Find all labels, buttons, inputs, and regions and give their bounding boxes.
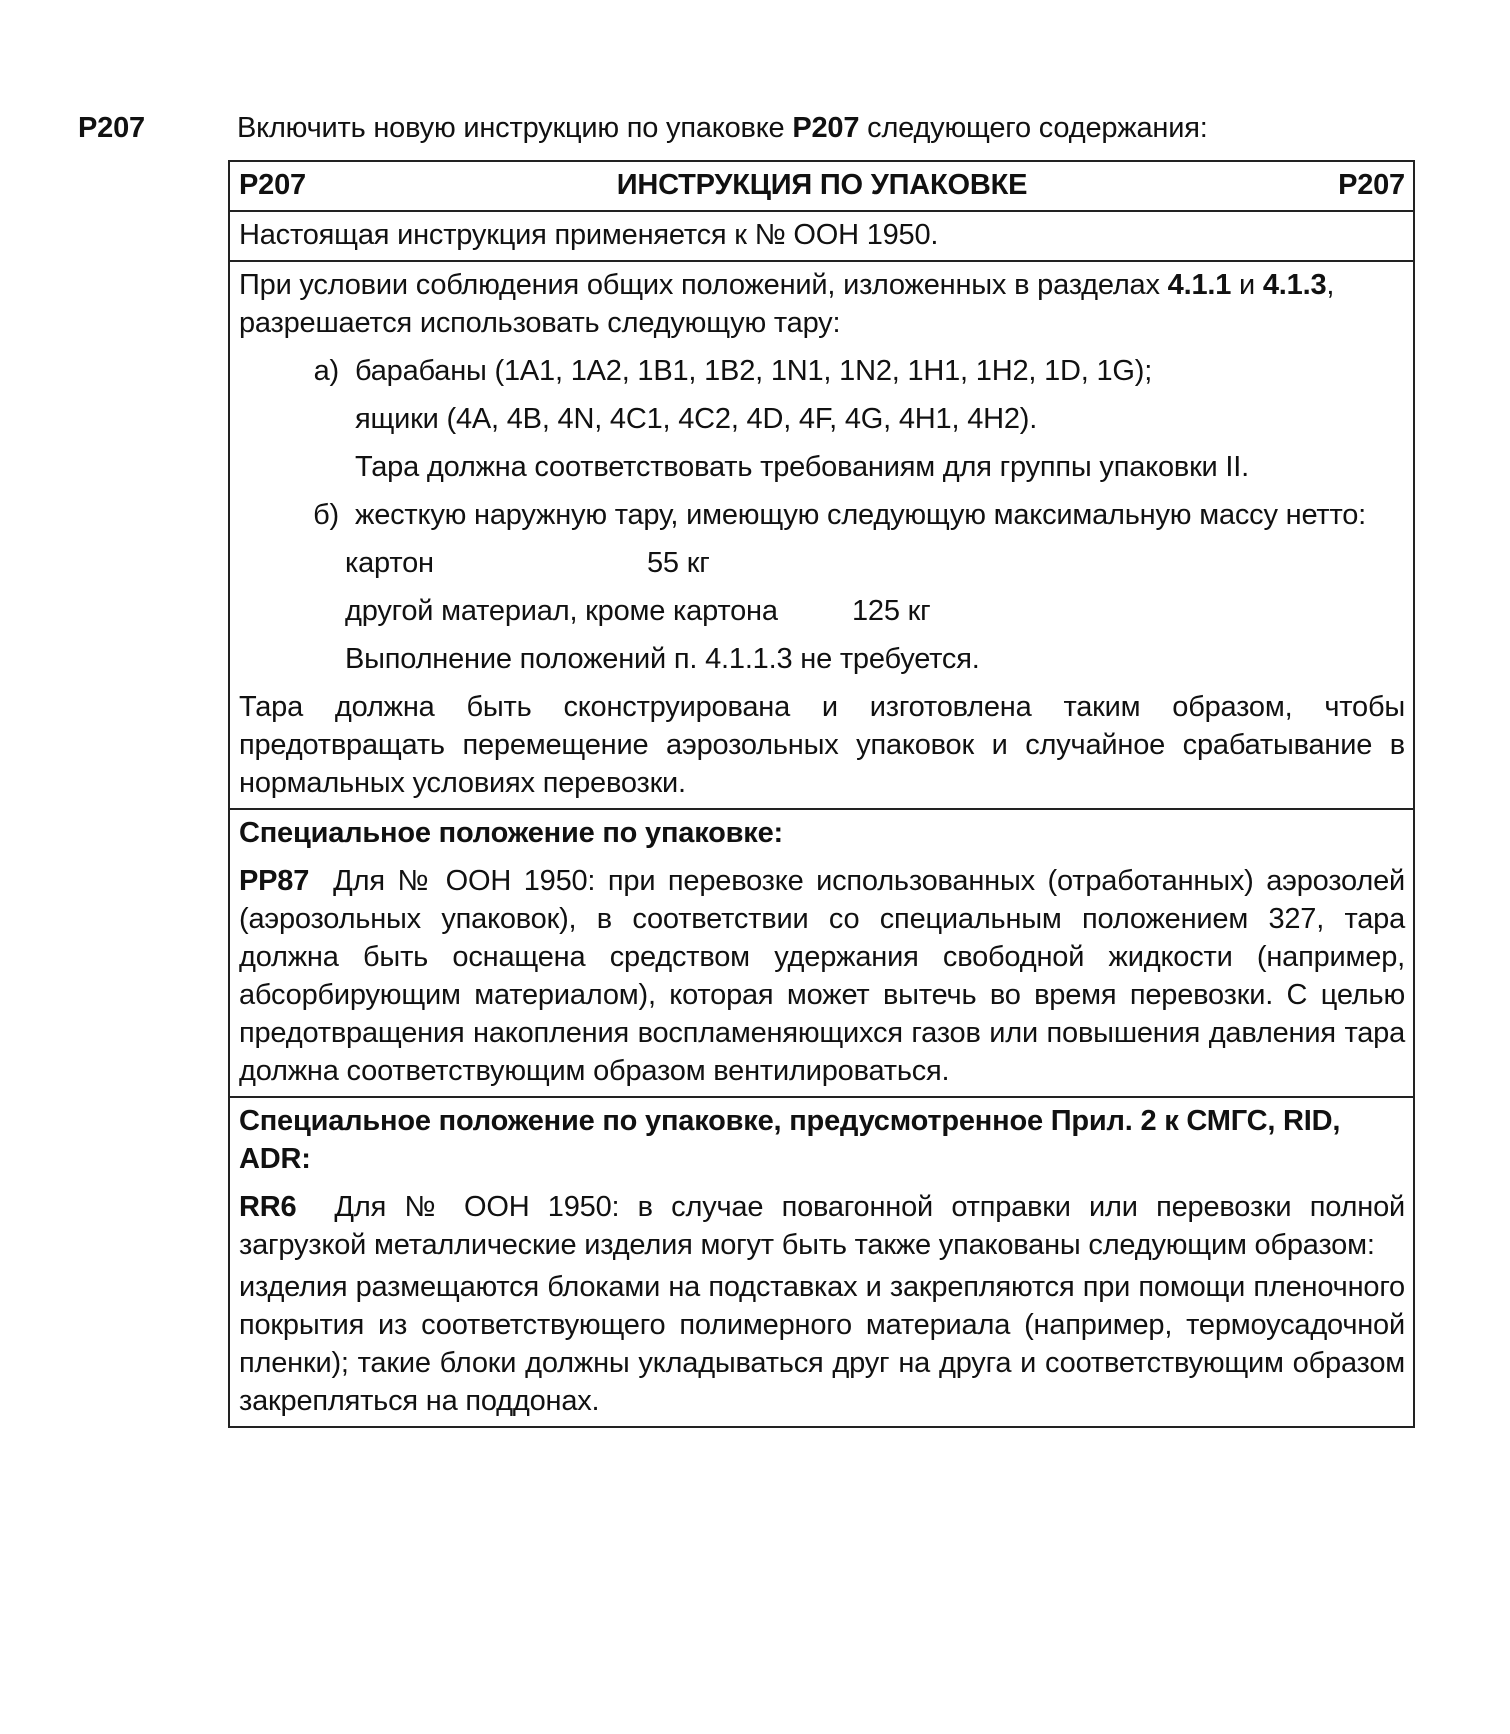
instruction-code-right: P207 [1338,169,1405,201]
item-a [239,352,1405,390]
intro-instruction-code: P207 [792,112,860,144]
rid-adr-provision-row [229,1097,1414,1427]
item-b-text: жесткую наружную тару, имеющую следующую максимальную массу нетто: [355,499,1367,531]
item-a-drums: барабаны (1A1, 1A2, 1B1, 1B2, 1N1, 1N2, 1H1, 1H2, 1D, 1G); [355,355,1153,387]
mass-row [345,544,1405,582]
section-ref-413: 4.1.3 [1262,269,1327,301]
section-ref-411: 4.1.1 [1167,269,1232,301]
pp87-code: PP87 [239,865,310,897]
intro-text-start: Включить новую инструкцию по упаковке [237,112,793,144]
rr6-provision [239,1188,1405,1264]
amendment-code: P207 [78,112,145,144]
permitted-packagings-row [229,261,1414,809]
mass-row [345,592,1405,630]
intro-text-end: следующего содержания: [859,112,1208,144]
special-provision-heading: Специальное положение по упаковке: [239,817,783,849]
mass-row-material: другой материал, кроме картона [345,595,778,627]
general-text-end: , разрешается использовать следующую тару: [239,269,1335,339]
item-b [239,496,1405,534]
item-a-note: Тара должна соответствовать требованиям для группы упаковки II. [355,451,1249,483]
item-a-boxes: ящики (4A, 4B, 4N, 4C1, 4C2, 4D, 4F, 4G, 4H1, 4H2). [355,403,1038,435]
table-header-row [229,161,1414,211]
general-text-start: При условии соблюдения общих положений, изложенных в разделах [239,269,1168,301]
applies-to-text: Настоящая инструкция применяется к № ООН 1950. [239,219,939,251]
item-b-label: б) [313,499,339,531]
mass-row-value: 125 кг [852,595,931,627]
special-provision-row [229,809,1414,1097]
item-a-label: а) [313,355,339,387]
rr6-code: RR6 [239,1191,297,1223]
amendment-intro [237,108,1208,148]
packing-instruction-table [228,160,1415,1428]
general-provisions-text [239,266,1405,342]
design-requirement-text: Тара должна быть сконструирована и изготовлена таким образом, чтобы предотвращать перемещение аэрозольных упаковок и случайное срабатывание в нормальных условиях перевозки. [239,691,1405,799]
instruction-code-left: P207 [239,169,306,201]
rr6-continuation: изделия размещаются блоками на подставках и закрепляются при помощи пленочного покрытия из соответствующего полимерного материала (например, термоусадочной пленки); такие блоки должны укладываться друг на друга и соответствующим образом закрепляться на поддонах. [239,1271,1405,1417]
general-text-and: и [1231,269,1263,301]
rid-adr-heading: Специальное положение по упаковке, предусмотренное Прил. 2 к СМГС, RID, ADR: [239,1105,1341,1175]
rr6-text: Для № ООН 1950: в случае повагонной отправки или перевозки полной загрузкой металлические изделия могут быть также упакованы следующим образом: [239,1191,1405,1261]
mass-row-value: 55 кг [647,547,710,579]
item-b-note: Выполнение положений п. 4.1.1.3 не требуется. [345,643,980,675]
applies-to-row [229,211,1414,261]
instruction-title: ИНСТРУКЦИЯ ПО УПАКОВКЕ [616,169,1028,201]
pp87-provision [239,862,1405,1090]
pp87-text: Для № ООН 1950: при перевозке использованных (отработанных) аэрозолей (аэрозольных упаковок), в соответствии со специальным положением 327, тара должна быть оснащена средством удержания свободной жидкости (например, абсорбирующим материалом), которая может вытечь во время перевозки. С целью предотвращения накопления воспламеняющихся газов или повышения давления тара должна соответствующим образом вентилироваться. [239,865,1405,1087]
mass-row-material: картон [345,547,434,579]
